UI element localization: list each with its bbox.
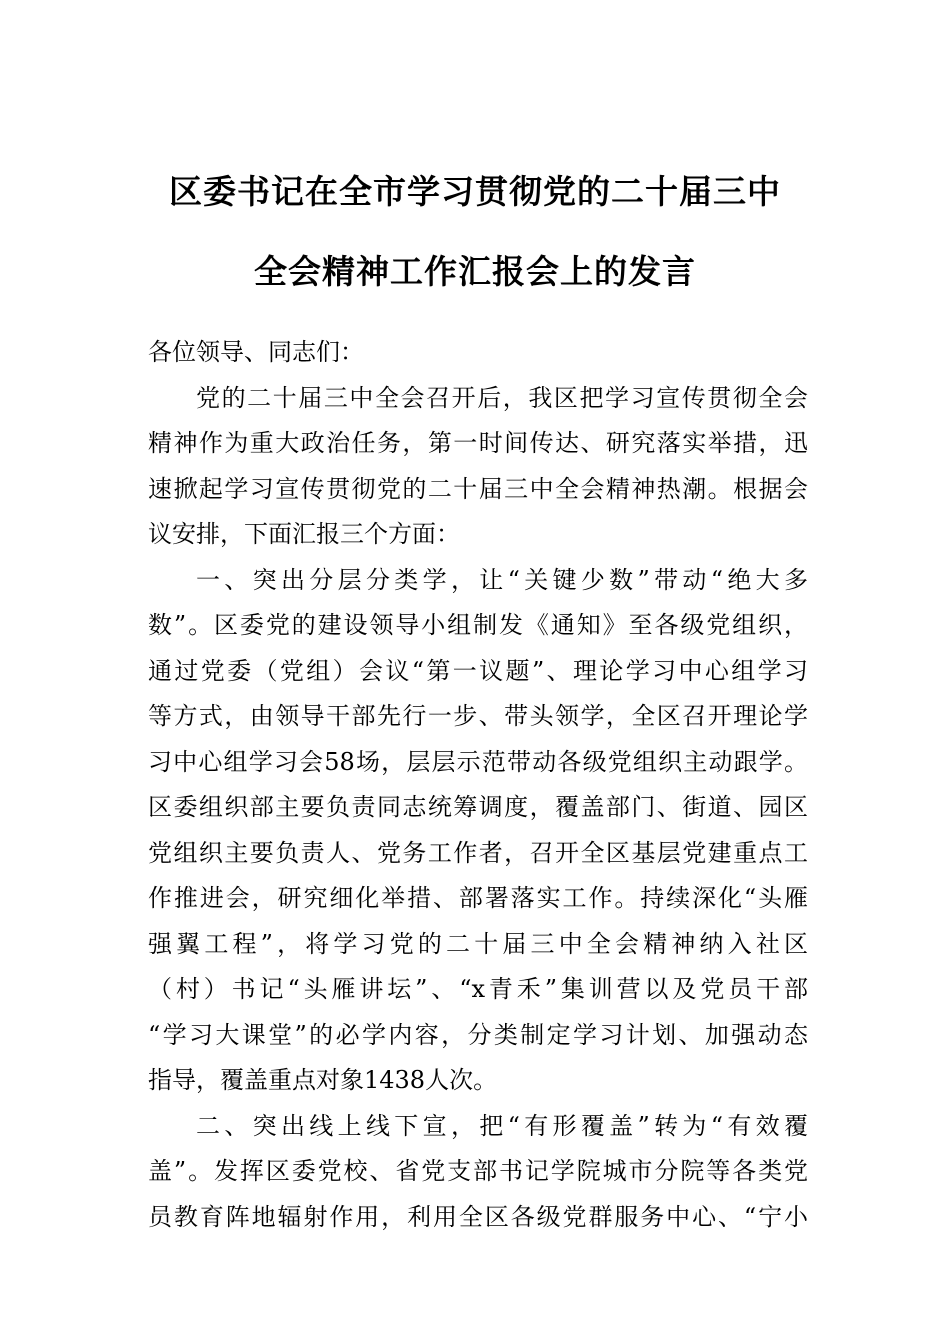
title-line-1: 区委书记在全市学习贯彻党的二十届三中	[169, 172, 781, 211]
body-line: 员教育阵地辐射作用，利用全区各级党群服务中心、“宁小	[148, 1202, 808, 1231]
body-line: 党组织主要负责人、党务工作者，召开全区基层党建重点工	[148, 838, 808, 867]
document-body	[148, 330, 808, 1240]
body-line: （村）书记“头雁讲坛”、“x青禾”集训营以及党员干部	[148, 975, 808, 1003]
body-line: 党的二十届三中全会召开后，我区把学习宣传贯彻全会	[196, 383, 808, 412]
body-line: 数”。区委党的建设领导小组制发《通知》至各级党组织，	[148, 611, 808, 639]
body-line: 强翼工程”，将学习党的二十届三中全会精神纳入社区	[148, 929, 808, 958]
body-line: 盖”。发挥区委党校、省党支部书记学院城市分院等各类党	[148, 1157, 808, 1185]
body-line: 精神作为重大政治任务，第一时间传达、研究落实举措，迅	[148, 429, 808, 457]
title-line-2: 全会精神工作汇报会上的发言	[254, 252, 696, 291]
body-line: 通过党委（党组）会议“第一议题”、理论学习中心组学习	[148, 656, 808, 685]
body-line: 区委组织部主要负责同志统筹调度，覆盖部门、街道、园区	[148, 793, 808, 821]
body-line: 指导，覆盖重点对象1438人次。	[148, 1066, 498, 1094]
body-line: 作推进会，研究细化举措、部署落实工作。持续深化“头雁	[148, 884, 808, 912]
body-line: 议安排，下面汇报三个方面：	[148, 520, 460, 548]
section-heading-1: 一、突出分层分类学，让“关键少数”带动“绝大多	[196, 565, 808, 594]
section-heading-2: 二、突出线上线下宣，把“有形覆盖”转为“有效覆	[196, 1111, 808, 1140]
body-line: 速掀起学习宣传贯彻党的二十届三中全会精神热潮。根据会	[148, 474, 808, 503]
document-title	[0, 152, 950, 312]
salutation: 各位领导、同志们：	[148, 338, 364, 366]
body-line: 习中心组学习会58场，层层示范带动各级党组织主动跟学。	[148, 747, 808, 776]
body-line: 等方式，由领导干部先行一步、带头领学，全区召开理论学	[148, 702, 808, 730]
body-line: “学习大课堂”的必学内容，分类制定学习计划、加强动态	[148, 1020, 808, 1049]
